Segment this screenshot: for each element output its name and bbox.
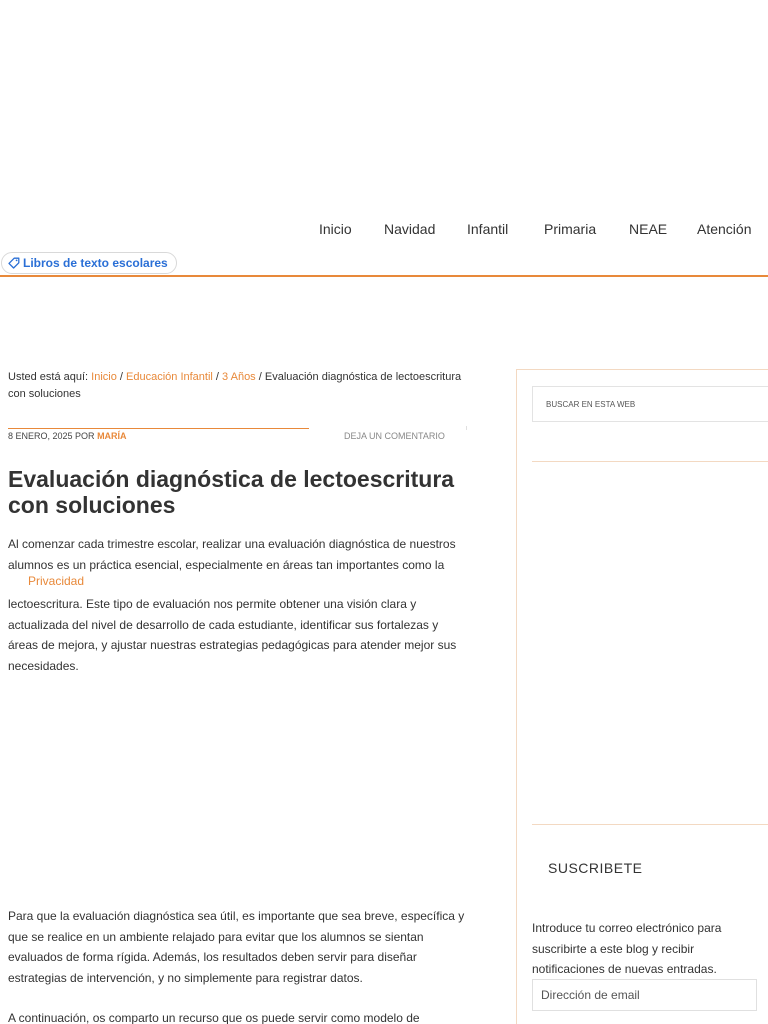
post-title: Evaluación diagnóstica de lectoescritura con soluciones xyxy=(8,466,455,518)
breadcrumb-separator: / xyxy=(255,371,265,383)
subscribe-heading: SUSCRIBETE xyxy=(548,860,643,876)
tag-label: Libros de texto escolares xyxy=(23,256,168,270)
nav-item-infantil[interactable]: Infantil xyxy=(467,221,509,237)
nav-item-primaria[interactable]: Primaria xyxy=(544,221,597,237)
nav-item-neae[interactable]: NEAE xyxy=(629,221,668,237)
meta-divider xyxy=(8,428,309,429)
breadcrumb-link-educacion-infantil[interactable]: Educación Infantil xyxy=(126,371,213,383)
post-paragraph-1a: Al comenzar cada trimestre escolar, realizar una evaluación diagnóstica de nuestros alumnos es un práctica esencial, especialmente en áreas tan importantes como la xyxy=(8,537,456,572)
breadcrumb-separator: / xyxy=(212,371,223,383)
search-input[interactable]: BUSCAR EN ESTA WEB xyxy=(532,386,768,422)
leave-comment-link[interactable]: DEJA UN COMENTARIO xyxy=(344,431,445,441)
nav-item-navidad[interactable]: Navidad xyxy=(384,221,436,237)
breadcrumb-prefix: Usted está aquí: xyxy=(8,371,92,383)
nav-item-atencion[interactable]: Atención xyxy=(697,221,752,237)
post-paragraph-2: Para que la evaluación diagnóstica sea útil, es importante que sea breve, específica y que se realice en un ambiente relajado para evitar que los alumnos se sientan evaluados de forma rígida. Además, los resultados deben servir para diseñar estrategias de intervención, y no simplemente para registrar datos. xyxy=(8,909,465,985)
meta-divider-tick xyxy=(466,426,467,430)
privacy-link[interactable]: Privacidad xyxy=(28,574,85,588)
post-author-link[interactable]: MARÍA xyxy=(97,431,127,441)
breadcrumb-link-inicio[interactable]: Inicio xyxy=(91,371,117,383)
header-divider xyxy=(0,275,768,277)
main-navigation xyxy=(0,218,768,242)
nav-item-inicio[interactable]: Inicio xyxy=(319,221,352,237)
post-paragraph-1b: lectoescritura. Este tipo de evaluación nos permite obtener una visión clara y actualizada del nivel de desarrollo de cada estudiante, identificar sus fortalezas y áreas de mejora, y ajustar nuestras estrategias pedagógicas para atender mejor sus necesidades. xyxy=(8,597,457,673)
sidebar-divider xyxy=(532,461,768,462)
tag-link-libros[interactable] xyxy=(1,252,177,274)
breadcrumb-current: Evaluación diagnóstica de lectoescritura con soluciones xyxy=(8,371,462,400)
breadcrumb-link-3-anos[interactable]: 3 Años xyxy=(222,371,256,383)
sidebar-divider xyxy=(532,824,768,825)
post-date: 8 ENERO, 2025 xyxy=(8,431,73,441)
breadcrumb-separator: / xyxy=(116,371,127,383)
breadcrumb xyxy=(8,369,472,403)
post-by: POR xyxy=(72,431,98,441)
post-meta xyxy=(8,431,468,443)
subscribe-description: Introduce tu correo electrónico para suscribirte a este blog y recibir notificaciones de nuevas entradas. xyxy=(532,921,722,976)
post-paragraph-3: A continuación, os comparto un recurso que os puede servir como modelo de xyxy=(8,1011,420,1024)
email-field[interactable] xyxy=(532,979,757,1011)
tag-icon xyxy=(8,257,20,269)
